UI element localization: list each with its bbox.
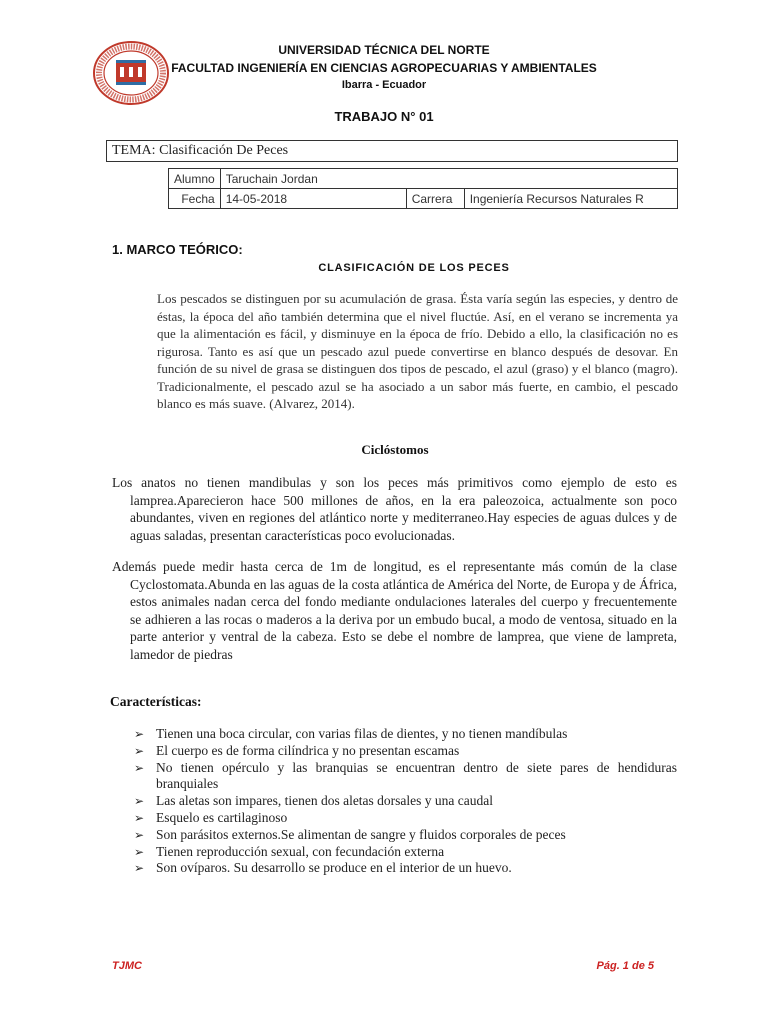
carrera-label: Carrera xyxy=(406,189,464,209)
list-item-text: El cuerpo es de forma cilíndrica y no presentan escamas xyxy=(156,742,460,758)
list-item xyxy=(134,743,677,760)
list-item-text: Son parásitos externos.Se alimentan de sangre y fluidos corporales de peces xyxy=(156,826,566,842)
list-item-text: Esquelo es cartilaginoso xyxy=(156,809,288,825)
list-item-text: Tienen una boca circular, con varias filas de dientes, y no tienen mandíbulas xyxy=(156,726,568,741)
location: Ibarra - Ecuador xyxy=(341,79,427,91)
cyclostomes-title: Ciclóstomos xyxy=(361,442,429,457)
tema-value: Clasificación De Peces xyxy=(159,143,289,158)
student-info-table xyxy=(168,168,678,209)
arrow-bullet-icon: ➢ xyxy=(134,810,145,825)
section-subtitle: CLASIFICACIÓN DE LOS PECES xyxy=(318,262,510,274)
table-row xyxy=(169,169,678,189)
list-item-text: Tienen reproducción sexual, con fecundación externa xyxy=(156,843,445,859)
cyclostomes-paragraph-2: Además puede medir hasta cerca de 1m de longitud, es el representante más común de la clase Cyclostomata.Abunda en las aguas de la costa atlántica de América del Norte, de Europa y de África, estos animales nadan cerca del fondo mediante ondulaciones laterales del cuerpo y frecuentemente se adhieren a las rocas o maderos a la deriva por un embudo bucal, a modo de ventosa, situado en la parte anterior y ventral de la cabeza. Esto se debe el nombre de lamprea, que viene de lampreta, lamedor de piedras xyxy=(112,559,677,662)
arrow-bullet-icon: ➢ xyxy=(134,743,145,758)
list-item xyxy=(134,860,677,877)
faculty-name: FACULTAD INGENIERÍA EN CIENCIAS AGROPECUARIAS Y AMBIENTALES xyxy=(171,61,597,75)
arrow-bullet-icon: ➢ xyxy=(134,760,145,775)
tema-box xyxy=(106,140,678,162)
work-title: TRABAJO N° 01 xyxy=(334,109,434,124)
arrow-bullet-icon: ➢ xyxy=(134,727,145,741)
list-item xyxy=(134,760,677,794)
list-item xyxy=(134,810,677,827)
arrow-bullet-icon: ➢ xyxy=(134,861,145,876)
intro-paragraph: Los pescados se distinguen por su acumulación de grasa. Ésta varía según las especies, y dentro de éstas, la época del año también determina que el nivel fluctúe. Así, en el verano se incrementa ya que la alimentación es fácil, y disminuye en la época de frío. Debido a ello, la clasificación no es rigurosa. Tanto es así que un pescado azul puede convertirse en blanco después de desovar. En función de su nivel de grasa se distinguen dos tipos de pescado, el azul (graso) y el blanco (magro). Tradicionalmente, el pescado azul se ha asociado a un sabor más fuerte, en cambio, el pescado blanco es más suave. (Alvarez, 2014). xyxy=(157,291,678,411)
list-item-text: No tienen opérculo y las branquias se encuentran dentro de siete pares de hendiduras branquiales xyxy=(156,759,677,792)
fecha-label: Fecha xyxy=(169,189,221,209)
alumno-label: Alumno xyxy=(169,169,221,189)
characteristics-list xyxy=(134,726,677,877)
page-number: Pág. 1 de 5 xyxy=(596,960,654,972)
cyclostomes-paragraph-1: Los anatos no tienen mandibulas y son los peces más primitivos como ejemplo de esto es lamprea.Aparecieron hace 500 millones de años, en la era paleozoica, actualmente son poco abundantes, viven en regiones del atlántico norte y mediterraneo.Hay especies de aguas dulces y de aguas saladas, presentan características poco evolucionadas. xyxy=(112,475,677,543)
list-item xyxy=(134,827,677,844)
list-item xyxy=(134,844,677,861)
list-item-text: Son ovíparos. Su desarrollo se produce en el interior de un huevo. xyxy=(156,860,512,876)
list-item xyxy=(134,793,677,810)
footer-initials: TJMC xyxy=(112,960,142,972)
section-title: 1. MARCO TEÓRICO: xyxy=(112,242,243,257)
tema-label: TEMA: xyxy=(112,143,156,158)
arrow-bullet-icon: ➢ xyxy=(134,844,145,859)
university-name: UNIVERSIDAD TÉCNICA DEL NORTE xyxy=(278,43,490,57)
characteristics-title: Características: xyxy=(110,694,202,709)
list-item-text: Las aletas son impares, tienen dos aletas dorsales y una caudal xyxy=(156,793,494,809)
list-item xyxy=(134,726,677,743)
arrow-bullet-icon: ➢ xyxy=(134,794,145,809)
arrow-bullet-icon: ➢ xyxy=(134,827,145,842)
carrera-value: Ingeniería Recursos Naturales R xyxy=(464,189,677,209)
alumno-value: Taruchain Jordan xyxy=(220,169,677,189)
fecha-value: 14-05-2018 xyxy=(220,189,406,209)
table-row xyxy=(169,189,678,209)
